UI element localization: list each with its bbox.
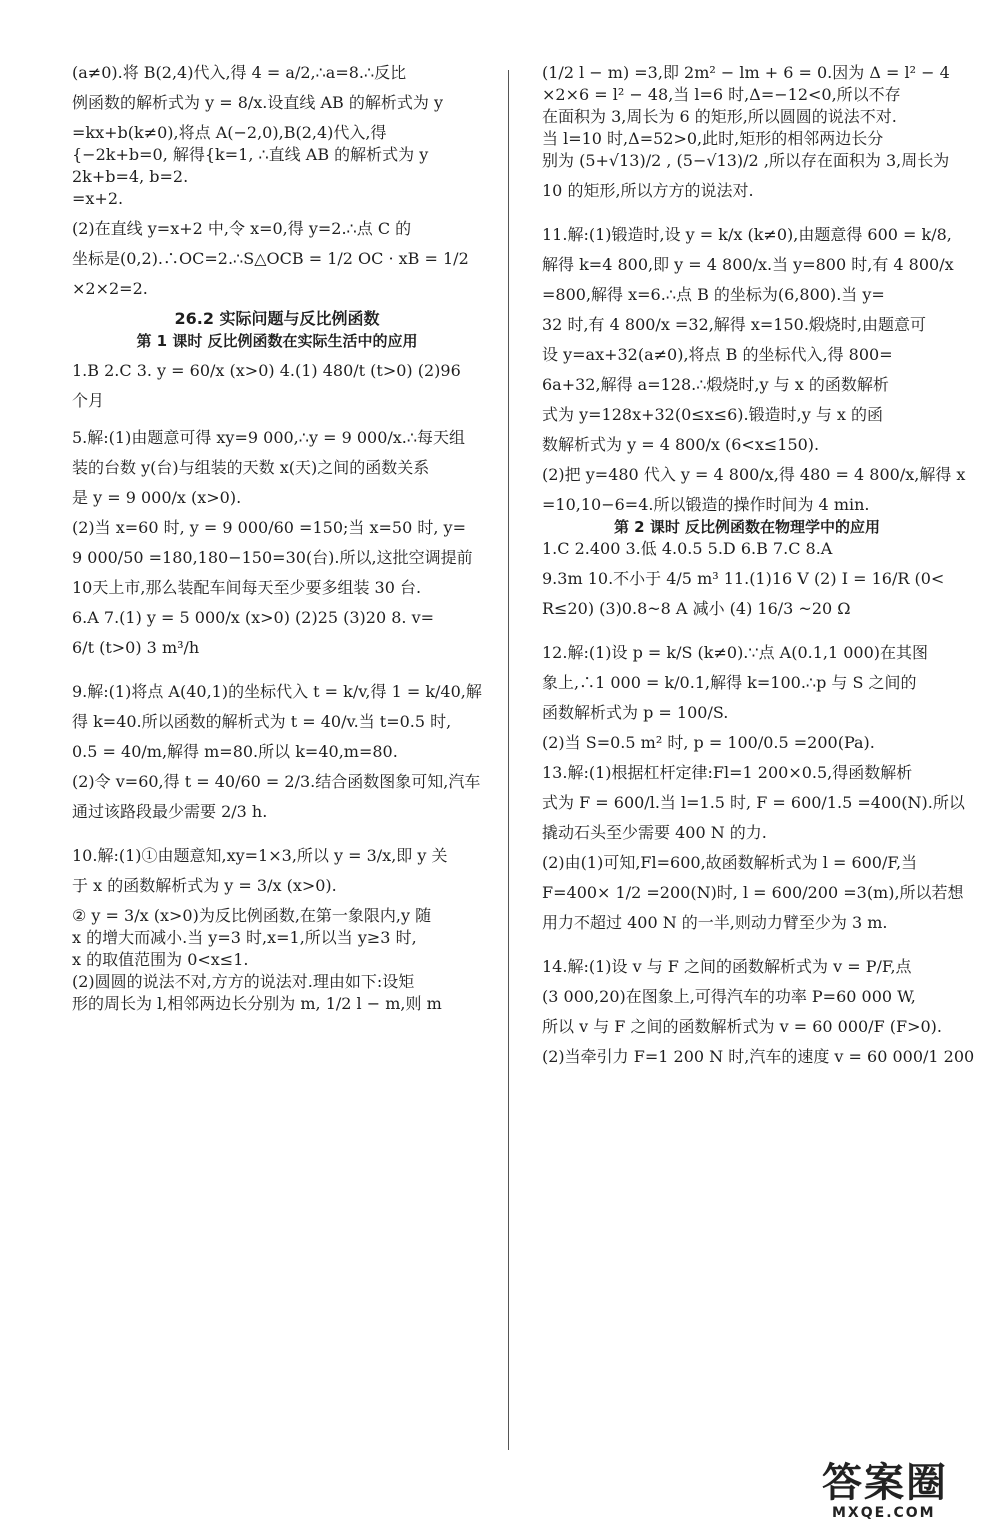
line-spacer	[542, 664, 952, 672]
line-spacer	[542, 724, 952, 732]
line-spacer	[542, 844, 952, 852]
line-spacer	[72, 240, 482, 248]
text-line: 当 l=10 时,Δ=52>0,此时,矩形的相邻两边长分	[542, 129, 884, 148]
line-spacer	[542, 1008, 952, 1016]
section-heading: 第 1 课时 反比例函数在实际生活中的应用	[136, 332, 418, 350]
text-line: 5.解:(1)由题意可得 xy=9 000,∴y = 9 000/x.∴每天组	[72, 428, 466, 447]
section-heading: 26.2 实际问题与反比例函数	[174, 309, 380, 328]
text-line: ×2×6 = l² − 48,当 l=6 时,Δ=−12<0,所以不存	[542, 85, 901, 104]
line-spacer	[542, 590, 952, 598]
line-spacer	[542, 560, 952, 568]
text-line: 设 y=ax+32(a≠0),将点 B 的坐标代入,得 800=	[542, 345, 893, 364]
line-spacer	[72, 270, 482, 278]
line-spacer	[72, 629, 482, 637]
line-spacer	[542, 904, 952, 912]
text-line: (2)当 S=0.5 m² 时, p = 100/0.5 =200(Pa).	[542, 733, 875, 752]
watermark-url: MXQE.COM	[832, 1505, 936, 1521]
text-line: 坐标是(0,2).∴OC=2.∴S△OCB = 1/2 OC · xB = 1/2	[72, 249, 469, 268]
text-line: 于 x 的函数解析式为 y = 3/x (x>0).	[72, 876, 337, 895]
line-spacer	[72, 793, 482, 801]
line-spacer	[542, 306, 952, 314]
text-line: 所以 v 与 F 之间的函数解析式为 v = 60 000/F (F>0).	[542, 1017, 943, 1036]
text-line: 用力不超过 400 N 的一半,则动力臂至少为 3 m.	[542, 913, 888, 932]
watermark-logo	[822, 1451, 962, 1521]
line-spacer	[72, 599, 482, 607]
line-spacer	[72, 659, 482, 681]
text-line: (1/2 l − m) =3,即 2m² − lm + 6 = 0.因为 Δ = l² − 4	[542, 63, 950, 82]
text-line: (2)当牵引力 F=1 200 N 时,汽车的速度 v = 60 000/1 200	[542, 1047, 975, 1066]
line-spacer	[542, 426, 952, 434]
line-spacer	[542, 754, 952, 762]
line-spacer	[542, 172, 952, 180]
text-line: x 的取值范围为 0<x≤1.	[72, 950, 249, 969]
text-line: (2)在直线 y=x+2 中,令 x=0,得 y=2.∴点 C 的	[72, 219, 412, 238]
line-spacer	[542, 978, 952, 986]
text-line: (2)令 v=60,得 t = 40/60 = 2/3.结合函数图象可知,汽车	[72, 772, 481, 791]
text-line: 10天上市,那么装配车间每天至少要多组装 30 台.	[72, 578, 422, 597]
line-spacer	[542, 874, 952, 882]
text-line: 在面积为 3,周长为 6 的矩形,所以圆圆的说法不对.	[542, 107, 897, 126]
text-line: 数解析式为 y = 4 800/x (6<x≤150).	[542, 435, 820, 454]
line-spacer	[542, 366, 952, 374]
text-line: 1.B 2.C 3. y = 60/x (x>0) 4.(1) 480/t (t>0) (2)96	[72, 361, 461, 380]
line-spacer	[72, 210, 482, 218]
line-spacer	[72, 352, 482, 360]
text-line: (2)当 x=60 时, y = 9 000/60 =150;当 x=50 时, y=	[72, 518, 466, 537]
text-line: R≤20) (3)0.8~8 A 减小 (4) 16/3 ~20 Ω	[542, 599, 851, 618]
text-line: 是 y = 9 000/x (x>0).	[72, 488, 242, 507]
line-spacer	[72, 412, 482, 427]
line-spacer	[542, 486, 952, 494]
text-line: 11.解:(1)锻造时,设 y = k/x (k≠0),由题意得 600 = k/8,	[542, 225, 952, 244]
text-line: =800,解得 x=6.∴点 B 的坐标为(6,800).当 y=	[542, 285, 885, 304]
text-line: F=400× 1/2 =200(N)时, l = 600/200 =3(m),所以若想	[542, 883, 964, 902]
line-spacer	[72, 823, 482, 845]
text-line: 12.解:(1)设 p = k/S (k≠0).∵点 A(0.1,1 000)在其图	[542, 643, 929, 662]
text-line: 9.解:(1)将点 A(40,1)的坐标代入 t = k/v,得 1 = k/40,解	[72, 682, 482, 701]
line-spacer	[72, 300, 482, 308]
line-spacer	[542, 336, 952, 344]
text-line: =10,10−6=4.所以锻造的操作时间为 4 min.	[542, 495, 870, 514]
text-line: 函数解析式为 p = 100/S.	[542, 703, 729, 722]
text-line: (3 000,20)在图象上,可得汽车的功率 P=60 000 W,	[542, 987, 916, 1006]
line-spacer	[542, 202, 952, 224]
text-line: 例函数的解析式为 y = 8/x.设直线 AB 的解析式为 y	[72, 93, 443, 112]
text-line: 通过该路段最少需要 2/3 h.	[72, 802, 268, 821]
line-spacer	[72, 703, 482, 711]
text-line: 2k+b=4, b=2.	[72, 167, 189, 186]
line-spacer	[542, 694, 952, 702]
line-spacer	[72, 449, 482, 457]
text-line: 6.A 7.(1) y = 5 000/x (x>0) (2)25 (3)20 8. v=	[72, 608, 435, 627]
line-spacer	[72, 479, 482, 487]
line-spacer	[542, 934, 952, 956]
text-line: 装的台数 y(台)与组装的天数 x(天)之间的函数关系	[72, 458, 430, 477]
text-line: 10 的矩形,所以方方的说法对.	[542, 181, 754, 200]
text-line: =x+2.	[72, 189, 124, 208]
text-line: 1.C 2.400 3.低 4.0.5 5.D 6.B 7.C 8.A	[542, 539, 833, 558]
text-line: 13.解:(1)根据杠杆定律:Fl=1 200×0.5,得函数解析	[542, 763, 913, 782]
text-line: 14.解:(1)设 v 与 F 之间的函数解析式为 v = P/F,点	[542, 957, 912, 976]
right-column	[542, 62, 975, 1068]
line-spacer	[542, 1038, 952, 1046]
line-spacer	[72, 569, 482, 577]
text-line: (2)把 y=480 代入 y = 4 800/x,得 480 = 4 800/x,解得 x	[542, 465, 966, 484]
line-spacer	[542, 246, 952, 254]
line-spacer	[72, 114, 482, 122]
text-line: (2)由(1)可知,Fl=600,故函数解析式为 l = 600/F,当	[542, 853, 918, 872]
text-line: (a≠0).将 B(2,4)代入,得 4 = a/2,∴a=8.∴反比	[72, 63, 407, 82]
line-spacer	[542, 396, 952, 404]
text-line: 个月	[72, 391, 105, 410]
text-line: ×2×2=2.	[72, 279, 148, 298]
section-heading: 第 2 课时 反比例函数在物理学中的应用	[613, 518, 881, 536]
line-spacer	[542, 456, 952, 464]
text-line: 撬动石头至少需要 400 N 的力.	[542, 823, 767, 842]
text-line: x 的增大而减小.当 y=3 时,x=1,所以当 y≥3 时,	[72, 928, 417, 947]
text-line: 得 k=40.所以函数的解析式为 t = 40/v.当 t=0.5 时,	[72, 712, 452, 731]
watermark-text: 答案圈	[822, 1460, 948, 1506]
line-spacer	[72, 733, 482, 741]
text-line: {−2k+b=0, 解得{k=1, ∴直线 AB 的解析式为 y	[72, 145, 429, 164]
line-spacer	[542, 276, 952, 284]
text-line: 6/t (t>0) 3 m³/h	[72, 638, 200, 657]
line-spacer	[72, 763, 482, 771]
text-line: 解得 k=4 800,即 y = 4 800/x.当 y=800 时,有 4 800/x	[542, 255, 954, 274]
line-spacer	[72, 897, 482, 905]
text-line: 形的周长为 l,相邻两边长分别为 m, 1/2 l − m,则 m	[72, 994, 442, 1013]
line-spacer	[72, 539, 482, 547]
line-spacer	[72, 382, 482, 390]
text-line: 式为 y=128x+32(0≤x≤6).锻造时,y 与 x 的函	[542, 405, 884, 424]
text-line: 6a+32,解得 a=128.∴煅烧时,y 与 x 的函数解析	[542, 375, 889, 394]
line-spacer	[542, 784, 952, 792]
text-line: 9.3m 10.不小于 4/5 m³ 11.(1)16 V (2) I = 16/R (0<	[542, 569, 945, 588]
text-line: (2)圆圆的说法不对,方方的说法对.理由如下:设矩	[72, 972, 415, 991]
text-line: 0.5 = 40/m,解得 m=80.所以 k=40,m=80.	[72, 742, 398, 761]
line-spacer	[72, 867, 482, 875]
line-spacer	[72, 509, 482, 517]
text-line: 9 000/50 =180,180−150=30(台).所以,这批空调提前	[72, 548, 473, 567]
text-line: =kx+b(k≠0),将点 A(−2,0),B(2,4)代入,得	[72, 123, 387, 142]
line-spacer	[72, 84, 482, 92]
line-spacer	[542, 620, 952, 642]
column-divider	[508, 70, 509, 1450]
text-line: 象上,∴1 000 = k/0.1,解得 k=100.∴p 与 S 之间的	[542, 673, 917, 692]
text-line: 32 时,有 4 800/x =32,解得 x=150.煅烧时,由题意可	[542, 315, 927, 334]
text-line: 10.解:(1)①由题意知,xy=1×3,所以 y = 3/x,即 y 关	[72, 846, 448, 865]
text-line: 别为 (5+√13)/2 , (5−√13)/2 ,所以存在面积为 3,周长为	[542, 151, 950, 170]
text-line: 式为 F = 600/l.当 l=1.5 时, F = 600/1.5 =400(N).所以	[542, 793, 965, 812]
text-line: ② y = 3/x (x>0)为反比例函数,在第一象限内,y 随	[72, 906, 432, 925]
left-column	[72, 62, 482, 1015]
line-spacer	[542, 814, 952, 822]
